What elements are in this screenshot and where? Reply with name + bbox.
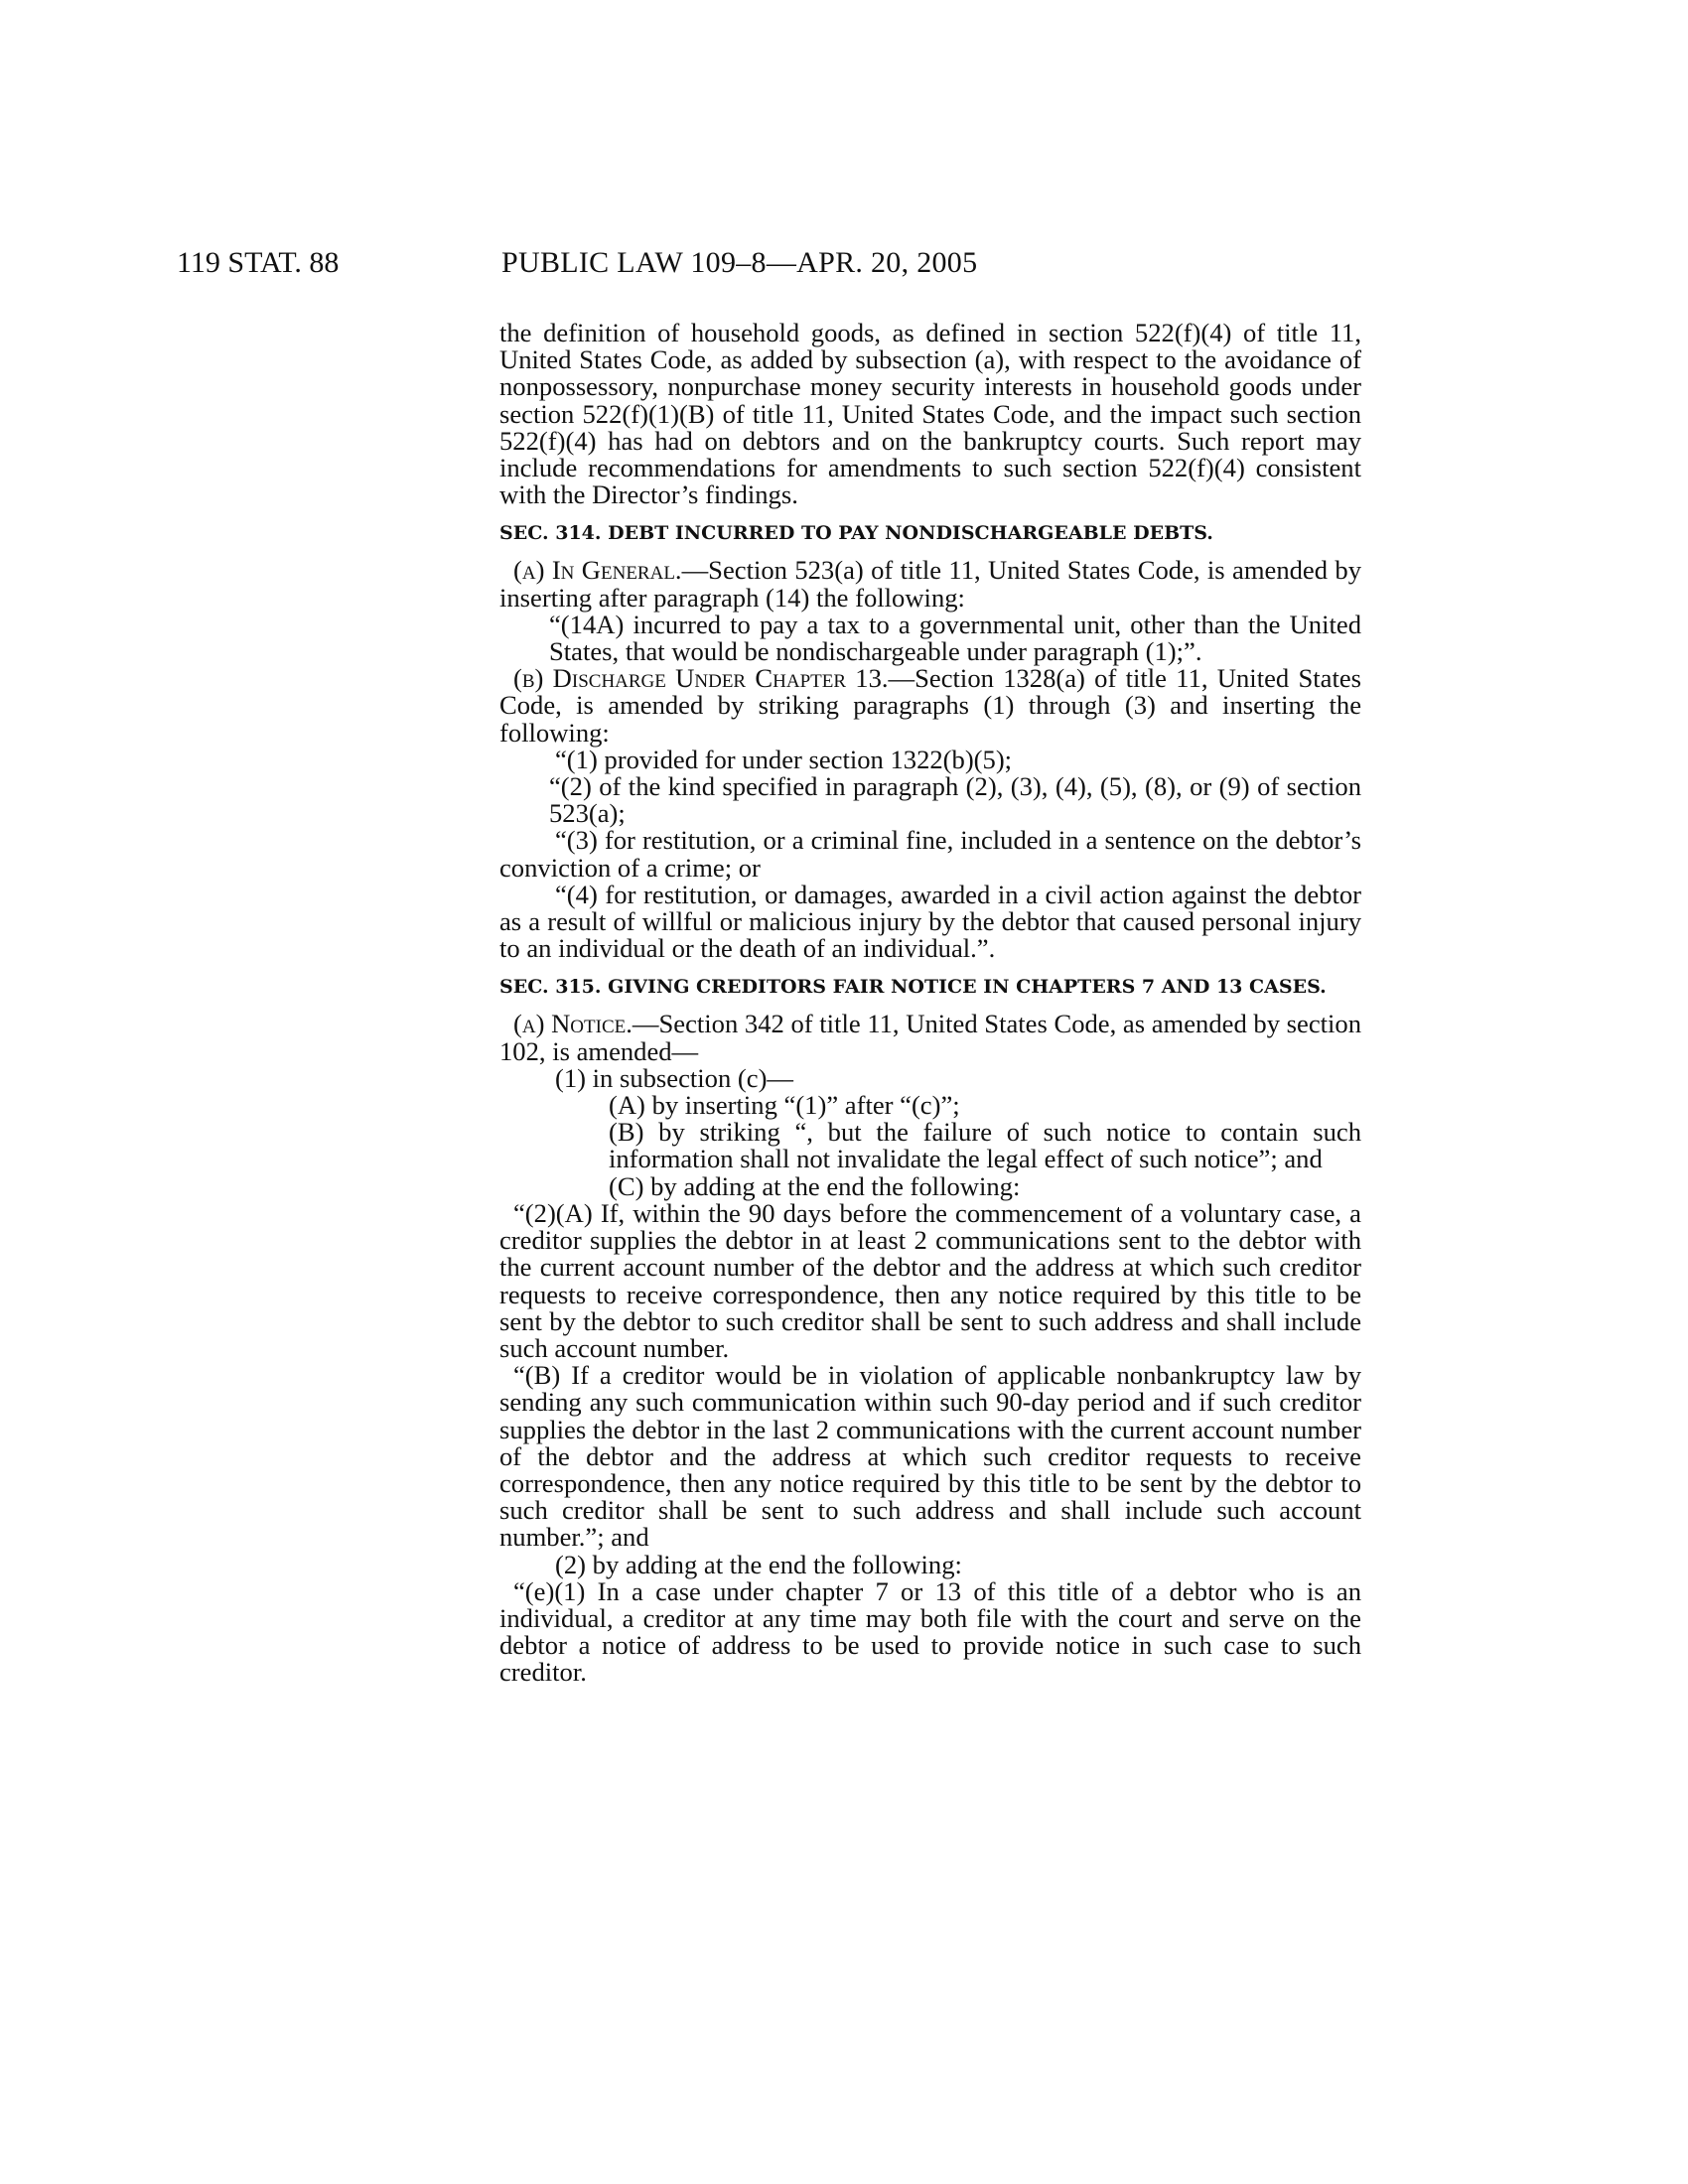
paragraph-continuation: the definition of household goods, as defined in section 522(f)(4) of title 11, United States Code, as added by subsection (a), with respect to the avoidance of nonpossessory, nonpurchase money security interests in household goods under section 522(f)(1)(B) of title 11, United States Code, and the impact such section 522(f)(4) has had on debtors and on the bankruptcy courts. Such report may include recommendations for amendments to such section 522(f)(4) consistent with the Director’s findings. xyxy=(499,318,1361,510)
section-314-heading: SEC. 314. DEBT INCURRED TO PAY NONDISCHARGEABLE DEBTS. xyxy=(499,522,1213,545)
quoted-item-4: “(4) for restitution, or damages, awarded in a civil action against the debtor as a result of willful or malicious injury by the debtor that caused personal injury to an individual or the death of an individual.”. xyxy=(499,879,1361,964)
quoted-item-3: “(3) for restitution, or a criminal fine, included in a sentence on the debtor’s conviction of a crime; or xyxy=(499,825,1361,883)
subsection-a-notice xyxy=(499,1011,1361,1064)
clause-1: (1) in subsection (c)— xyxy=(555,1062,794,1093)
page-header xyxy=(0,246,1688,286)
subsection-text: —Section 523(a) of title 11, United States Code, is amended by inserting after paragraph (14) the following: xyxy=(499,555,1361,613)
subsection-label: (a) In General. xyxy=(513,555,682,586)
subsection-text: —Section 342 of title 11, United States Code, as amended by section 102, is amended— xyxy=(499,1009,1361,1066)
subsection-label: (a) Notice. xyxy=(513,1009,633,1039)
subsection-text: —Section 1328(a) of title 11, United States Code, is amended by striking paragraphs (1) through (3) and inserting the following: xyxy=(499,663,1361,748)
subsection-a-in-general xyxy=(499,557,1361,611)
public-law-title: PUBLIC LAW 109–8—APR. 20, 2005 xyxy=(501,246,978,279)
subsection-label: (b) Discharge Under Chapter 13. xyxy=(513,663,889,694)
statute-page-number: 119 STAT. 88 xyxy=(177,246,340,279)
quoted-2B: “(B) If a creditor would be in violation of applicable nonbankruptcy law by sending any such communication within such 90-day period and if such creditor supplies the debtor in the last 2 communications with the current account number of the debtor and the address at which such creditor requests to receive correspondence, then any notice required by this title to be sent by the debtor to such creditor shall be sent to such address and shall include such account number.”; and xyxy=(499,1360,1361,1553)
quoted-item-1: “(1) provided for under section 1322(b)(5); xyxy=(555,744,1013,774)
quoted-item-2: “(2) of the kind specified in paragraph (2), (3), (4), (5), (8), or (9) of section 523(a); xyxy=(549,771,1361,829)
document-body xyxy=(499,320,1361,1687)
section-315-heading: SEC. 315. GIVING CREDITORS FAIR NOTICE IN CHAPTERS 7 AND 13 CASES. xyxy=(499,976,1327,999)
quoted-paragraph-14a: “(14A) incurred to pay a tax to a governmental unit, other than the United States, that would be nondischargeable under paragraph (1);”. xyxy=(549,609,1361,667)
quoted-e1: “(e)(1) In a case under chapter 7 or 13 of this title of a debtor who is an individual, a creditor at any time may both file with the court and serve on the debtor a notice of address to be used to provide notice in such case to such creditor. xyxy=(499,1575,1361,1688)
clause-C: (C) by adding at the end the following: xyxy=(609,1170,1021,1201)
clause-2: (2) by adding at the end the following: xyxy=(555,1549,962,1579)
quoted-2A: “(2)(A) If, within the 90 days before the commencement of a voluntary case, a creditor supplies the debtor in at least 2 communications sent to the debtor with the current account number of the debtor and the address at which such creditor requests to receive correspondence, then any notice required by this title to be sent by the debtor to such creditor shall be sent to such address and shall include such account number. xyxy=(499,1197,1361,1363)
clause-A: (A) by inserting “(1)” after “(c)”; xyxy=(609,1090,960,1121)
clause-B: (B) by striking “, but the failure of such notice to contain such information shall not invalidate the legal effect of such notice”; and xyxy=(609,1117,1361,1174)
subsection-b-discharge xyxy=(499,665,1361,747)
